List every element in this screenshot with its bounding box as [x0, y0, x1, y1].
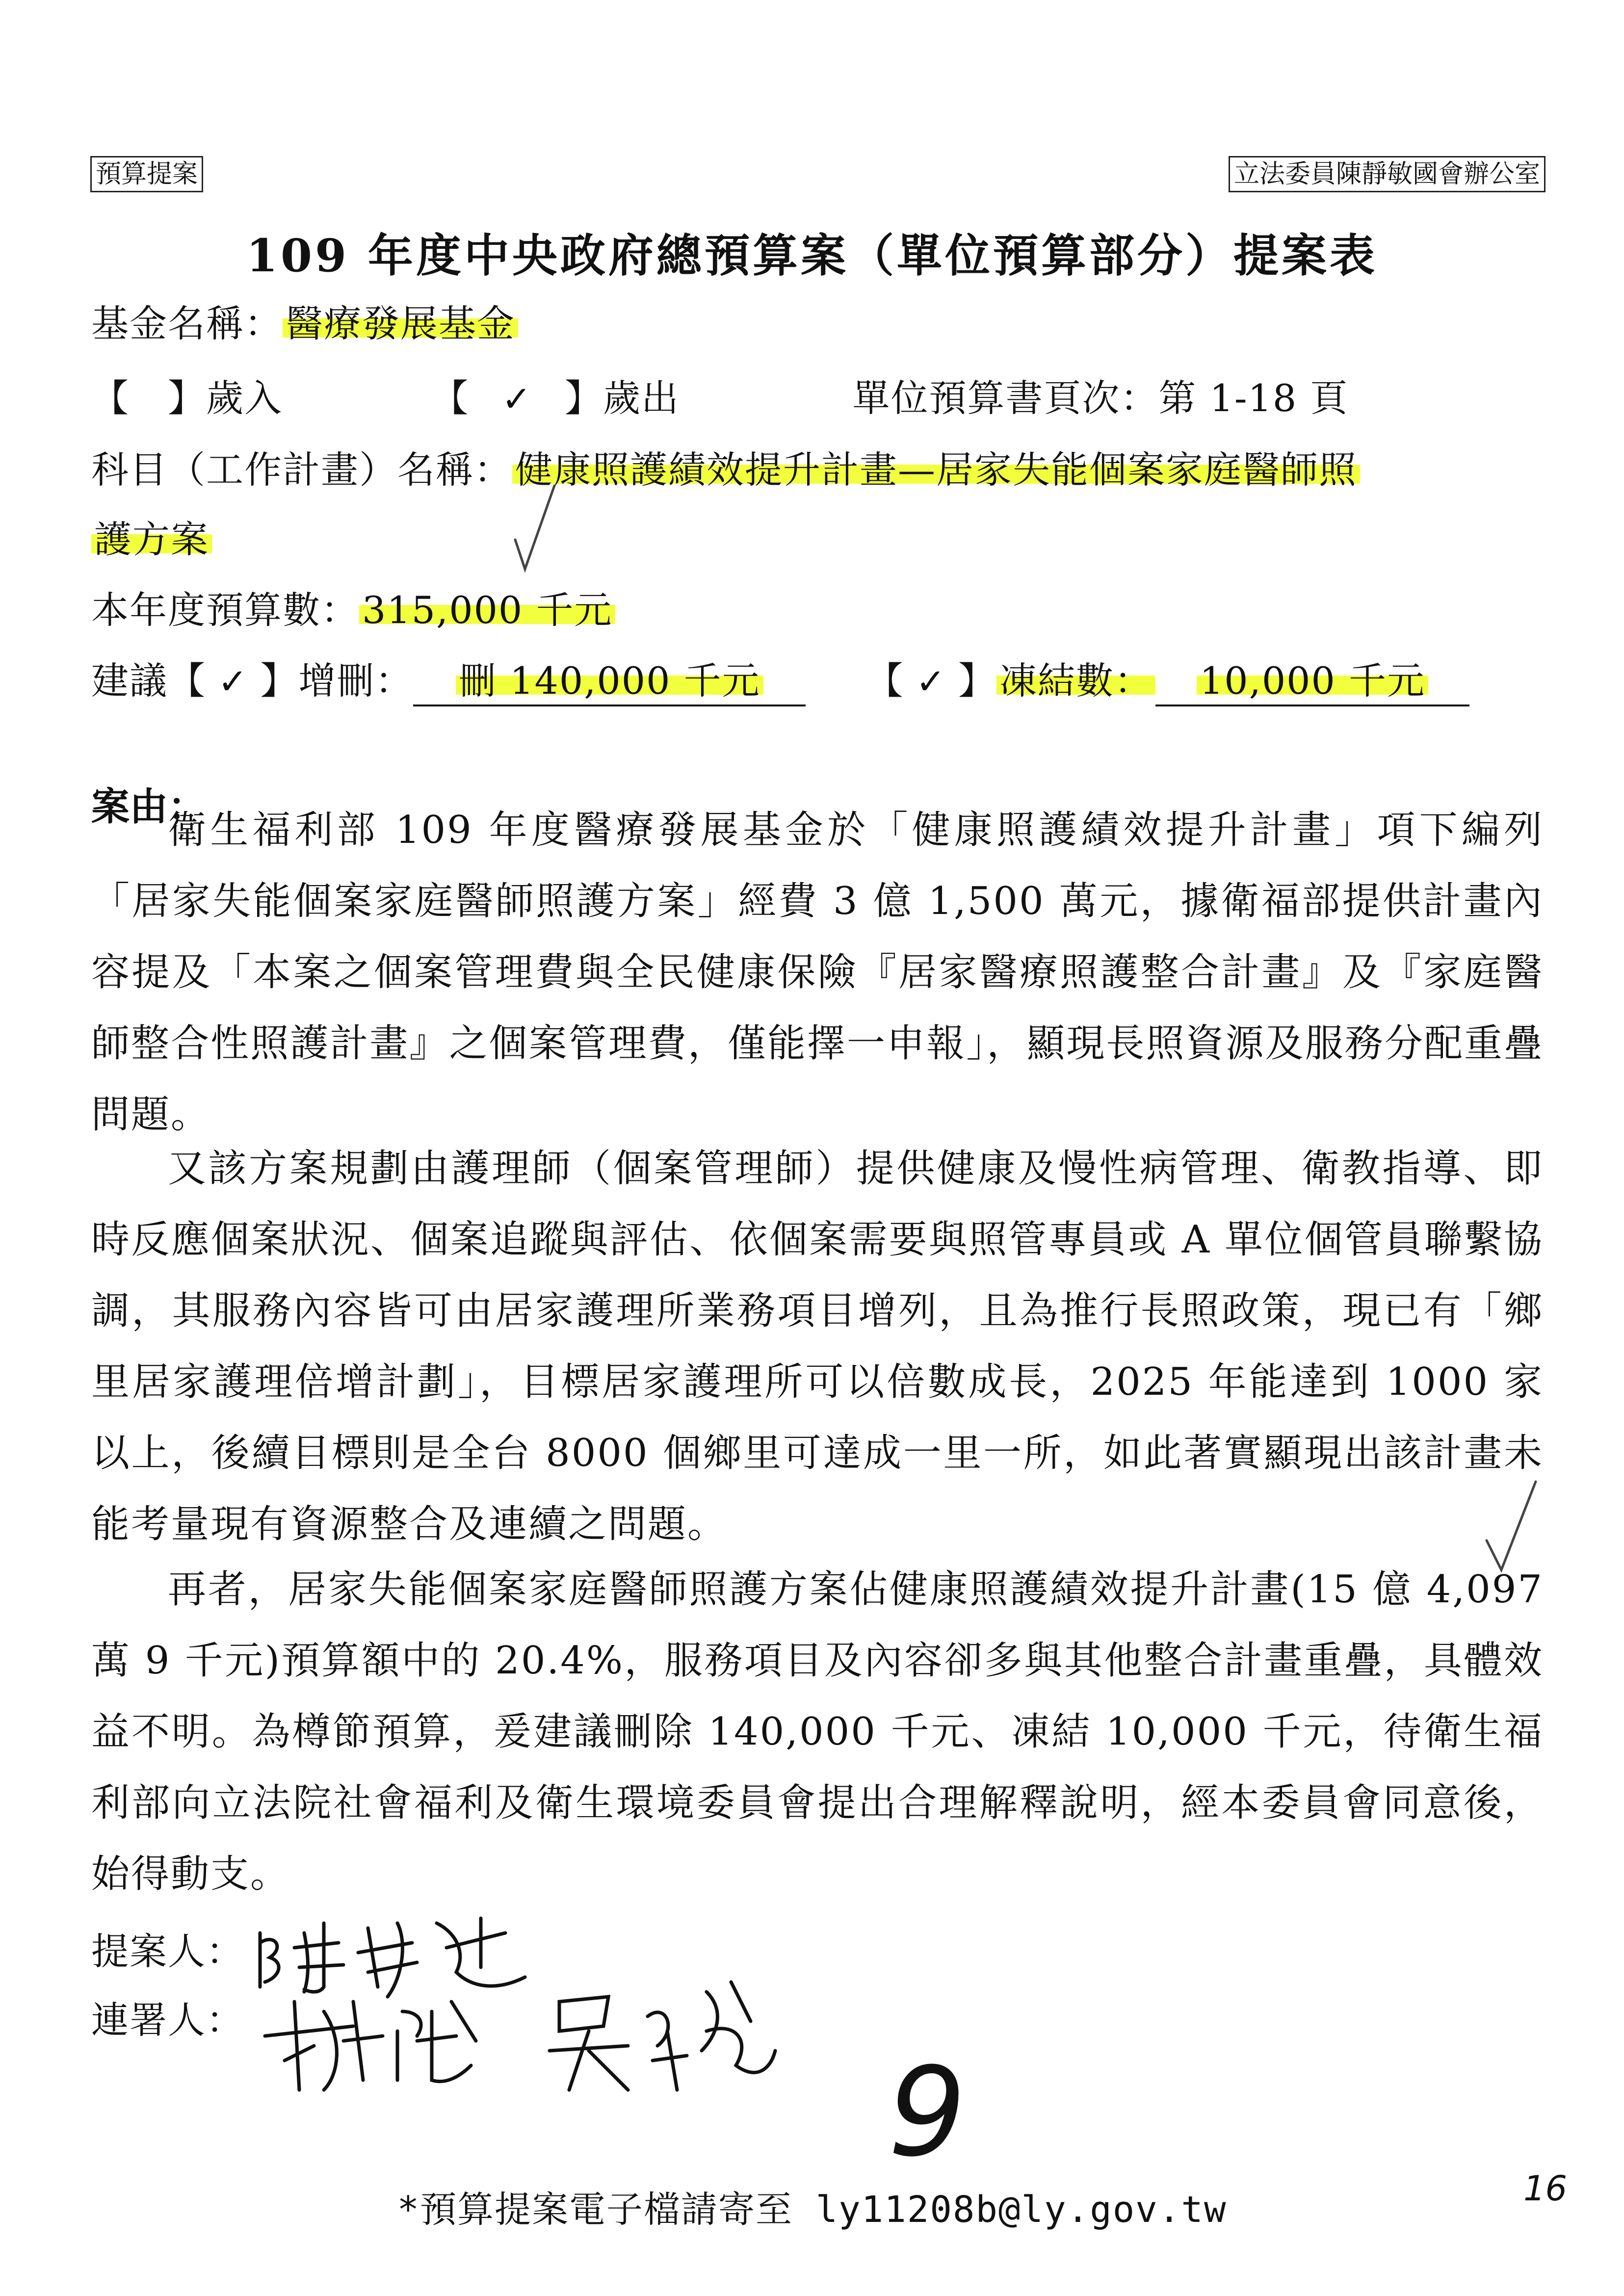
budget-label: 本年度預算數： — [91, 588, 359, 632]
subject-value-line2: 護方案 — [91, 518, 212, 561]
budget-proposal-tag: 預算提案 — [90, 156, 203, 192]
handwritten-corner-mark: 16 — [1523, 2168, 1568, 2209]
freeze-bracket-open: 【 — [865, 659, 904, 703]
budget-row — [91, 587, 615, 634]
fund-label: 基金名稱： — [91, 302, 283, 345]
reason-paragraph-1: 衛生福利部 109 年度醫療發展基金於「健康照護績效提升計畫」項下編列「居家失能個案家庭醫師照護方案」經費 3 億 1,500 萬元，據衛福部提供計畫內容提及「本案之個案管理費與全民健康保險『居家醫療照護整合計畫』及『家庭醫師整合性照護計畫』之個案管理費，僅能擇一申報」，顯現長照資源及服務分配重疊問題。 — [91, 808, 1544, 1137]
increase-decrease-label: 】增刪： — [260, 659, 414, 703]
freeze-check-icon: ✓ — [916, 661, 946, 702]
subject-label: 科目（工作計畫）名稱： — [91, 448, 512, 492]
freeze-label: 凍結數： — [996, 659, 1155, 703]
office-tag: 立法委員陳靜敏國會辦公室 — [1229, 156, 1545, 192]
cosigner-label: 連署人： — [91, 1998, 244, 2042]
freeze-amount: 10,000 千元 — [1197, 659, 1428, 703]
budget-value: 315,000 千元 — [359, 588, 615, 632]
income-checkbox: 【 】歲入 — [91, 376, 283, 420]
freeze-bracket-close: 】 — [958, 659, 996, 703]
cosigner-row — [91, 1997, 244, 2044]
reason-heading: 案由： — [91, 784, 207, 829]
suggestion-row — [91, 657, 1469, 706]
cut-amount: 刪 140,000 千元 — [456, 659, 763, 703]
handwritten-page-number: 9 — [888, 2041, 967, 2184]
footer-email-note: *預算提案電子檔請寄至 ly11208b@ly.gov.tw — [397, 2189, 1227, 2231]
cosigner-signature-1 — [255, 1982, 500, 2100]
fund-row — [91, 300, 518, 347]
increase-decrease-check-icon: ✓ — [218, 661, 249, 702]
handwritten-tick-1 — [510, 481, 559, 579]
expense-bracket-close: 】歲出 — [565, 376, 680, 420]
page-reference: 單位預算書頁次：第 1-18 頁 — [852, 376, 1349, 420]
expense-bracket-open: 【 — [431, 376, 470, 420]
freeze-amount-field — [1155, 657, 1469, 706]
fund-value: 醫療發展基金 — [283, 302, 518, 345]
subject-row — [91, 446, 1360, 494]
subject-row-cont — [91, 516, 212, 563]
cosigner-signature-2 — [540, 1972, 785, 2100]
proposer-row — [91, 1928, 244, 1975]
subject-value-line1: 健康照護績效提升計畫—居家失能個案家庭醫師照 — [512, 448, 1360, 492]
suggestion-label: 建議【 — [91, 659, 206, 703]
proposer-label: 提案人： — [91, 1930, 244, 1973]
page-title: 109 年度中央政府總預算案（單位預算部分）提案表 — [246, 229, 1378, 282]
cut-amount-field — [413, 657, 806, 706]
reason-paragraph-2: 又該方案規劃由護理師（個案管理師）提供健康及慢性病管理、衛教指導、即時反應個案狀況、個案追蹤與評估、依個案需要與照管專員或 A 單位個管員聯繫協調，其服務內容皆可由居家護理所業務項目增列，且為推行長照政策，現已有「鄉里居家護理倍增計劃」，目標居家護理所可以倍數成長，2025 年能達到 1000 家以上，後續目標則是全台 8000 個鄉里可達成一里一所，如此著實顯現出該計畫未能考量現有資源整合及連續之問題。 — [91, 1147, 1544, 1546]
handwritten-tick-2 — [1482, 1477, 1541, 1575]
reason-paragraph-3: 再者，居家失能個案家庭醫師照護方案佔健康照護績效提升計畫(15 億 4,097 萬 9 千元)預算額中的 20.4%，服務項目及內容卻多與其他整合計畫重疊，具體效益不明。為樽節預算，爰建議刪除 140,000 千元、凍結 10,000 千元，待衛生福利部向立法院社會福利及衛生環境委員會提出合理解釋說明，經本委員會同意後，始得動支。 — [91, 1567, 1544, 1896]
expense-check-icon: ✓ — [501, 378, 532, 419]
type-row — [91, 375, 1348, 422]
